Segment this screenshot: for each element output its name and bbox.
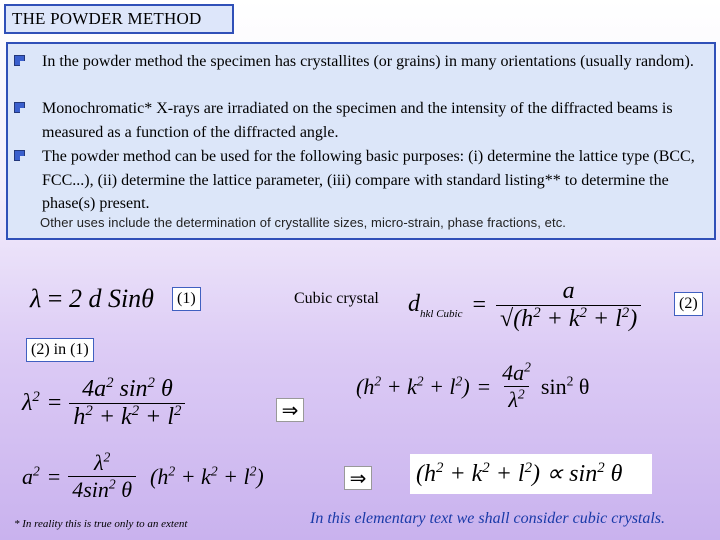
conclusion-text: In this elementary text we shall consider cubic crystals. <box>310 510 666 527</box>
bullet-text: Monochromatic* X-rays are irradiated on the specimen and the intensity of the diffracted beams is measured as a function of the diffracted angle. <box>42 100 673 141</box>
bullet-text: In the powder method the specimen has crystallites (or grains) in many orientations (usually random). <box>42 53 694 70</box>
substitution-label: (2) in (1) <box>26 338 94 362</box>
bullet-item <box>14 50 704 74</box>
bullet-box <box>6 42 716 240</box>
cubic-crystal-label: Cubic crystal <box>294 290 379 307</box>
hkl-sum-equation: $(h^2 + k^2 + l^2)$ = $\frac{4a^2}{\lambda^2}$ $\sin^2 \theta$ <box>356 359 590 412</box>
footnote: * In reality this is true only to an extent <box>14 518 188 530</box>
bragg-equation: λ = 2 d Sinθ <box>30 284 154 313</box>
d-spacing-equation: $d_{hkl Cubic}$ = $\frac{a}{√(h^2 + k^2 + l^2)}$ <box>408 278 641 333</box>
note-text: Other uses include the determination of crystallite sizes, micro-strain, phase fractions, etc. <box>40 215 567 230</box>
checkbox-bullet-icon <box>14 55 25 66</box>
implies-arrow-icon: ⇒ <box>276 398 304 422</box>
page-title: THE POWDER METHOD <box>4 4 234 34</box>
bullet-item <box>14 145 704 216</box>
lambda-squared-equation: $\lambda^2$ = $\frac{4a^2 \sin^2 \theta}{h^2 + k^2 + l^2}$ <box>22 376 185 431</box>
bullet-item <box>14 97 704 144</box>
eq2-label: (2) <box>674 292 703 316</box>
a-squared-equation: $a^2$ = $\frac{\lambda^2}{4\sin^2 \theta}$ $(h^2 + k^2 + l^2)$ <box>22 449 264 502</box>
checkbox-bullet-icon <box>14 150 25 161</box>
eq1-label: (1) <box>172 287 201 311</box>
checkbox-bullet-icon <box>14 102 25 113</box>
proportional-equation: $(h^2 + k^2 + l^2) \propto \sin^2 \theta$ <box>410 454 652 494</box>
bullet-text: The powder method can be used for the following basic purposes: (i) determine the lattice type (BCC, FCC...), (ii) determine the lattice parameter, (iii) compare with standard listing** to determine the phase(s) present. <box>42 148 695 212</box>
implies-arrow-icon: ⇒ <box>344 466 372 490</box>
